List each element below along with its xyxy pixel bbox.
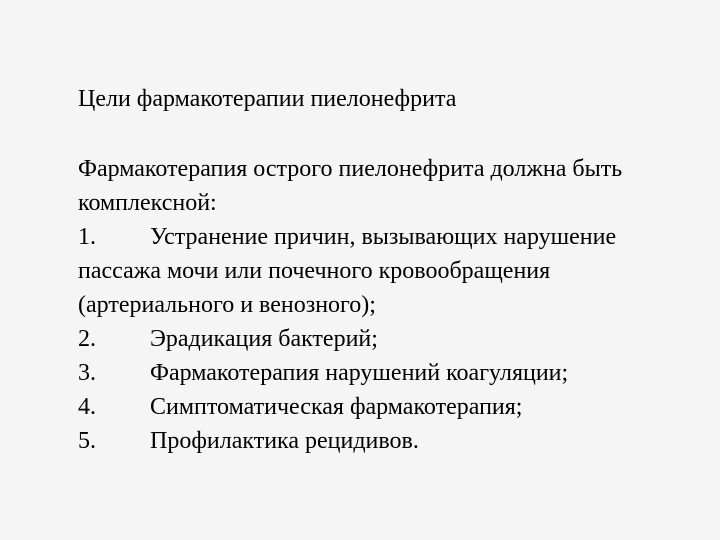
list-item-text: Устранение причин, вызывающих нарушение пассажа мочи или почечного кровообращения (артериального и венозного); [78, 224, 617, 318]
intro-text: Фармакотерапия острого пиелонефрита должна быть комплексной: [78, 156, 623, 216]
list-item [78, 356, 698, 390]
list-item [78, 390, 698, 424]
list-item [78, 424, 698, 458]
list-item-text: Симптоматическая фармакотерапия; [150, 394, 523, 420]
slide-content [78, 152, 698, 458]
list-item-number: 1. [78, 224, 96, 250]
list-item-number: 2. [78, 326, 96, 352]
list-item-number: 5. [78, 428, 96, 454]
slide-title: Цели фармакотерапии пиелонефрита [78, 86, 457, 112]
list-item-text: Профилактика рецидивов. [150, 428, 419, 454]
list-item-number: 3. [78, 360, 96, 386]
list-item [78, 322, 698, 356]
list-item [78, 220, 698, 322]
list-item-text: Эрадикация бактерий; [150, 326, 378, 352]
goals-list [78, 220, 698, 458]
list-item-number: 4. [78, 394, 96, 420]
list-item-text: Фармакотерапия нарушений коагуляции; [150, 360, 569, 386]
